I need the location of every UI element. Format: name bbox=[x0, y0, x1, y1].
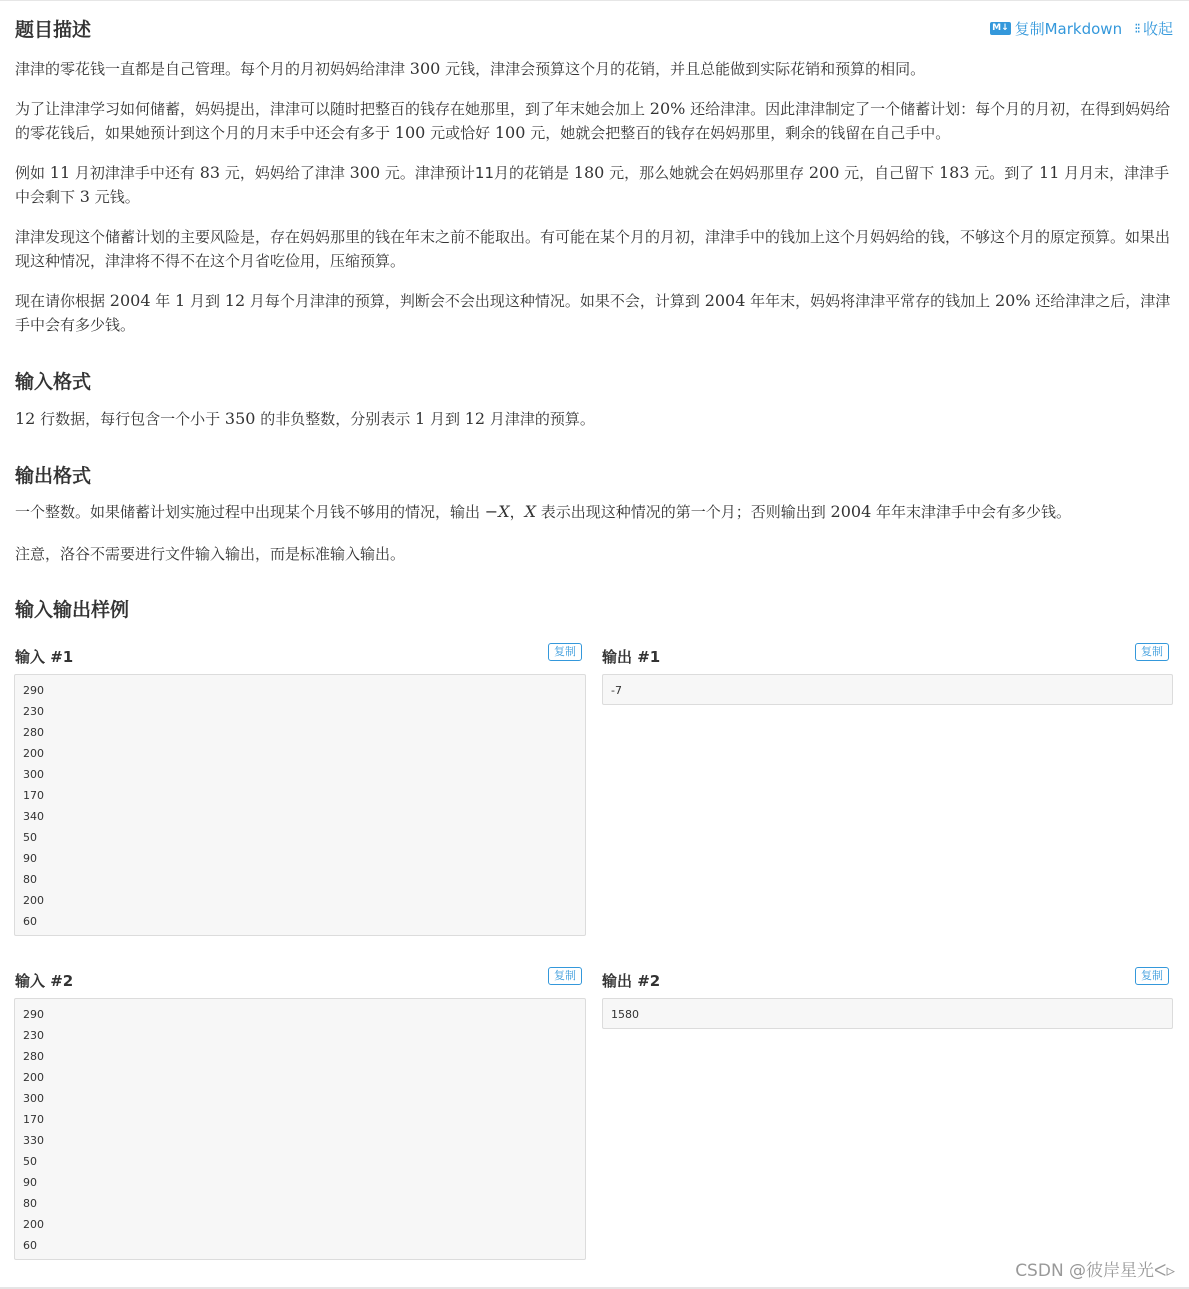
output-format-text: 一个整数。如果储蓄计划实施过程中出现某个月钱不够用的情况，输出 −X，X 表示出现这种情况的第一个月；否则输出到 2004 年年末津津手中会有多少钱。 bbox=[15, 502, 1072, 521]
collapse-label: 收起 bbox=[1142, 20, 1173, 38]
copy-markdown-button[interactable] bbox=[990, 18, 1122, 39]
description-paragraph-4: 津津发现这个储蓄计划的主要风险是，存在妈妈那里的钱在年末之前不能取出。有可能在某个月的月初，津津手中的钱加上这个月妈妈给的钱，不够这个月的原定预算。如果出现这种情况，津津将不得不在这个月省吃俭用，压缩预算。 bbox=[15, 228, 1171, 270]
sample-1-output-copy-button[interactable]: 复制 bbox=[1135, 643, 1169, 661]
sample-1-input-title: 输入 #1 bbox=[15, 648, 74, 666]
section-title-output-format: 输出格式 bbox=[15, 465, 92, 487]
section-title-input-format: 输入格式 bbox=[15, 371, 92, 393]
sample-2-input-title: 输入 #2 bbox=[15, 972, 74, 990]
output-format-note: 注意，洛谷不需要进行文件输入输出，而是标准输入输出。 bbox=[15, 545, 406, 563]
section-title-description: 题目描述 bbox=[15, 19, 92, 41]
collapse-button[interactable] bbox=[1134, 18, 1173, 39]
sample-2-output-copy-button[interactable]: 复制 bbox=[1135, 967, 1169, 985]
input-format-text: 12 行数据，每行包含一个小于 350 的非负整数，分别表示 1 月到 12 月津津的预算。 bbox=[15, 409, 595, 428]
description-paragraph-2: 为了让津津学习如何储蓄，妈妈提出，津津可以随时把整百的钱存在她那里，到了年末她会加上 20% 还给津津。因此津津制定了一个储蓄计划：每个月的月初，在得到妈妈给的零花钱后，如果她预计到这个月的月末手中还会有多于 100 元或恰好 100 元，她就会把整百的钱存在妈妈那里，剩余的钱留在自己手中。 bbox=[15, 99, 1171, 142]
sample-1-output-box[interactable]: -7 bbox=[602, 674, 1173, 705]
description-paragraph-1: 津津的零花钱一直都是自己管理。每个月的月初妈妈给津津 300 元钱，津津会预算这个月的花销，并且总能做到实际花销和预算的相同。 bbox=[15, 59, 926, 78]
description-paragraph-3: 例如 11 月初津津手中还有 83 元，妈妈给了津津 300 元。津津预计11月的花销是 180 元，那么她就会在妈妈那里存 200 元，自己留下 183 元。到了 11 月月末，津津手中会剩下 3 元钱。 bbox=[15, 163, 1170, 206]
sample-2-input-copy-button[interactable]: 复制 bbox=[548, 967, 582, 985]
sample-1-input-copy-button[interactable]: 复制 bbox=[548, 643, 582, 661]
sample-2-input-box[interactable]: 290 230 280 200 300 170 330 50 90 80 200 60 bbox=[14, 998, 586, 1260]
collapse-icon: ⁝⁝ bbox=[1134, 20, 1139, 37]
sample-1-output-title: 输出 #1 bbox=[602, 648, 661, 666]
description-paragraph-5: 现在请你根据 2004 年 1 月到 12 月每个月津津的预算，判断会不会出现这种情况。如果不会，计算到 2004 年年末，妈妈将津津平常存的钱加上 20% 还给津津之后，津津手中会有多少钱。 bbox=[15, 291, 1171, 334]
markdown-icon: M↓ bbox=[992, 23, 1009, 33]
sample-2-output-box[interactable]: 1580 bbox=[602, 998, 1173, 1029]
csdn-watermark: CSDN @彼岸星光ᐸ▹ bbox=[1015, 1261, 1175, 1281]
section-title-samples: 输入输出样例 bbox=[15, 599, 130, 621]
sample-2-output-title: 输出 #2 bbox=[602, 972, 661, 990]
sample-1-input-box[interactable]: 290 230 280 200 300 170 340 50 90 80 200 60 bbox=[14, 674, 586, 936]
copy-markdown-label: 复制Markdown bbox=[1014, 20, 1123, 38]
header-actions bbox=[990, 18, 1173, 39]
